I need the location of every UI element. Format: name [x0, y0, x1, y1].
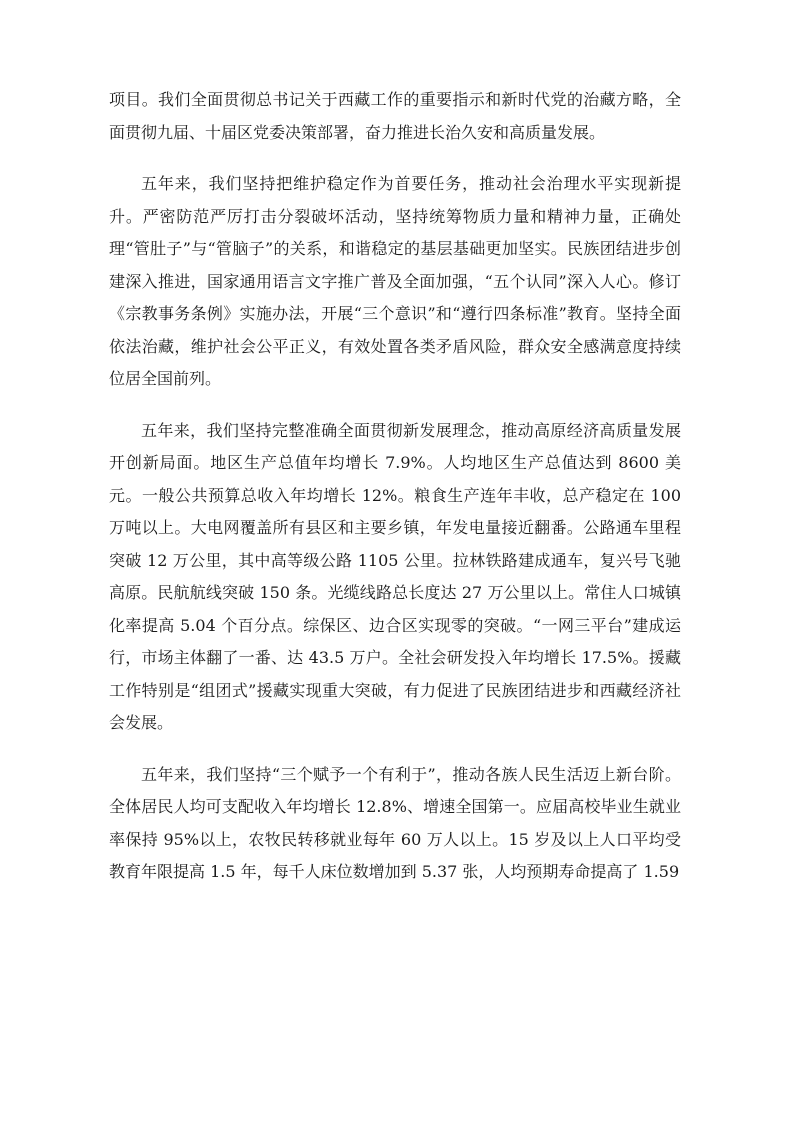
paragraph-spacer: [109, 740, 681, 759]
paragraph-spacer: [109, 149, 681, 168]
paragraph-livelihood: 五年来，我们坚持“三个赋予一个有利于”，推动各族人民生活迈上新台阶。全体居民人均可支配收入年均增长 12.8%、增速全国第一。应届高校毕业生就业率保持 95%以上，农牧民转移就业每年 60 万人以上。15 岁及以上人口平均受教育年限提高 1.5 年，每千人床位数增加到 5.37 张，人均预期寿命提高了 1.59: [109, 764, 681, 881]
paragraph-spacer: [109, 396, 681, 415]
document-page: [109, 84, 681, 889]
paragraph-continuation: 项目。我们全面贯彻总书记关于西藏工作的重要指示和新时代党的治藏方略，全面贯彻九届、十届区党委决策部署，奋力推进长治久安和高质量发展。: [109, 90, 681, 142]
paragraph-economy: 五年来，我们坚持完整准确全面贯彻新发展理念，推动高原经济高质量发展开创新局面。地区生产总值年均增长 7.9%。人均地区生产总值达到 8600 美元。一般公共预算总收入年均增长 12%。粮食生产连年丰收，总产稳定在 100 万吨以上。大电网覆盖所有县区和主要乡镇，年发电量接近翻番。公路通车里程突破 12 万公里，其中高等级公路 1105 公里。拉林铁路建成通车，复兴号飞驰高原。民航航线突破 150 条。光缆线路总长度达 27 万公里以上。常住人口城镇化率提高 5.04 个百分点。综保区、边合区实现零的突破。“一网三平台”建成运行，市场主体翻了一番、达 43.5 万户。全社会研发投入年均增长 17.5%。援藏工作特别是“组团式”援藏实现重大突破，有力促进了民族团结进步和西藏经济社会发展。: [109, 420, 681, 732]
paragraph-stability: 五年来，我们坚持把维护稳定作为首要任务，推动社会治理水平实现新提升。严密防范严厉打击分裂破坏活动，坚持统筹物质力量和精神力量，正确处理“管肚子”与“管脑子”的关系，和谐稳定的基层基础更加坚实。民族团结进步创建深入推进，国家通用语言文字推广普及全面加强，“五个认同”深入人心。修订《宗教事务条例》实施办法，开展“三个意识”和“遵行四条标准”教育。坚持全面依法治藏，维护社会公平正义，有效处置各类矛盾风险，群众安全感满意度持续位居全国前列。: [109, 174, 681, 388]
